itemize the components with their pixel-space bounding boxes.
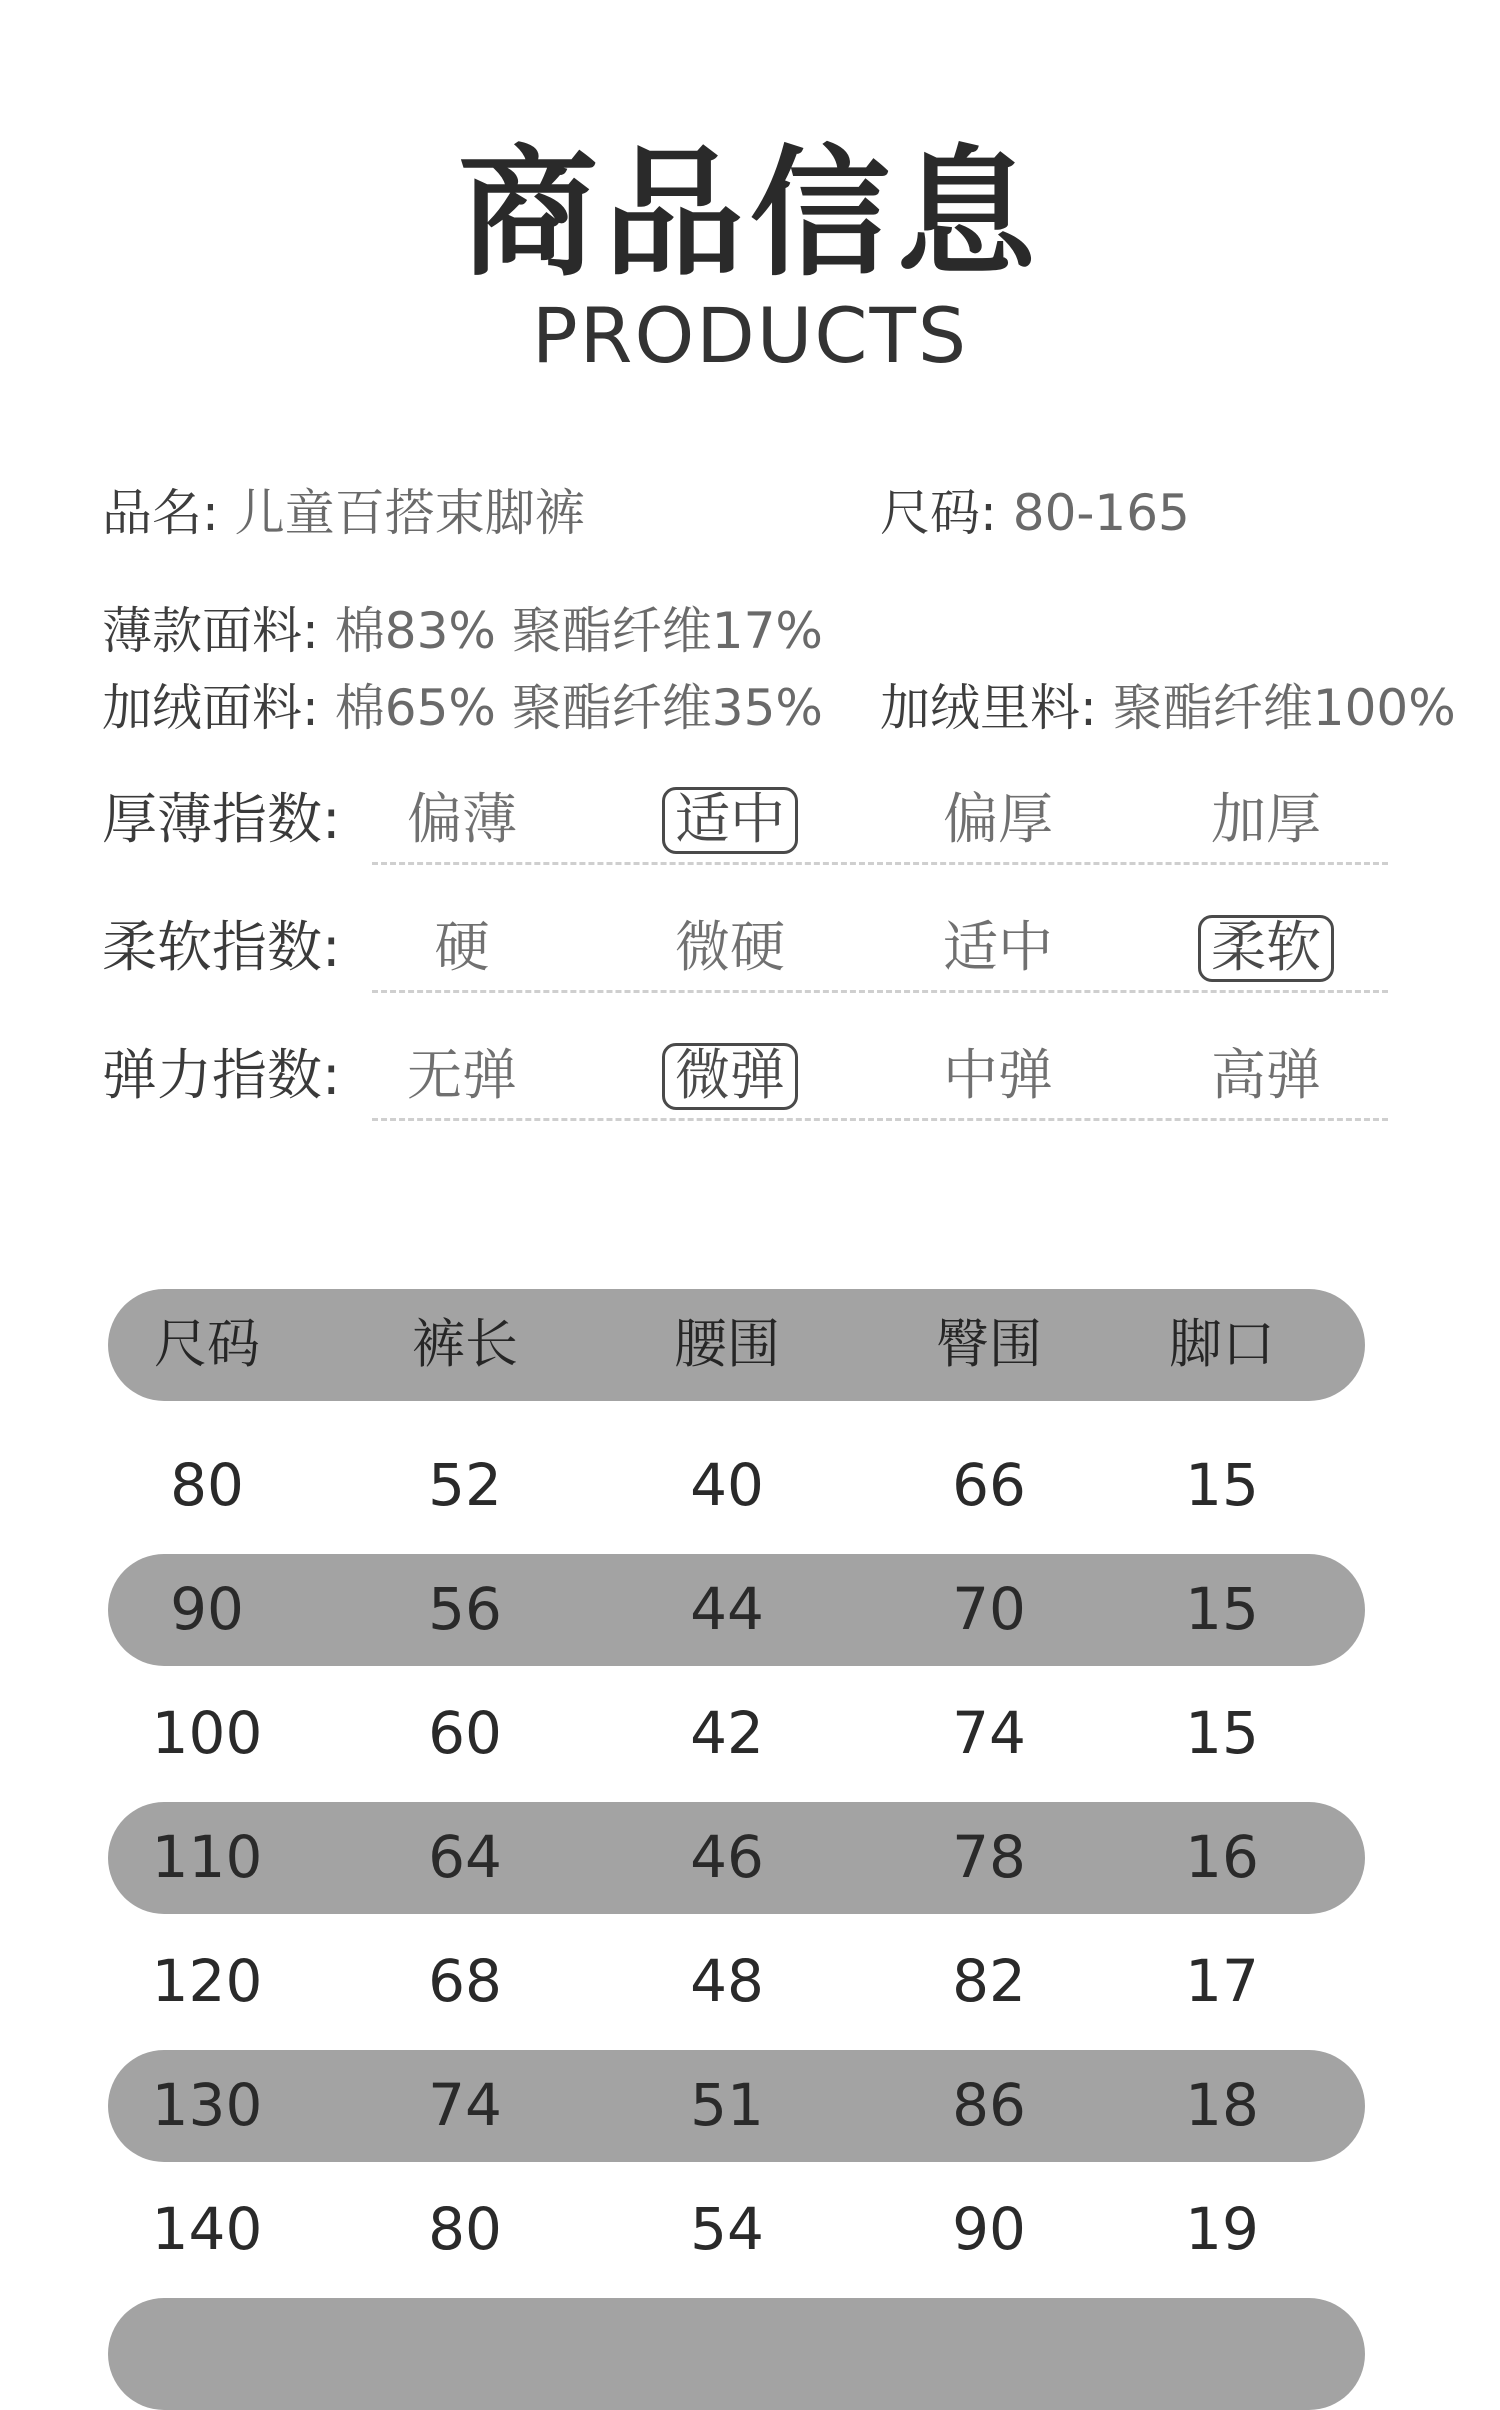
table-cell: 16 bbox=[1185, 1823, 1259, 1891]
table-cell: 140 bbox=[151, 2195, 263, 2263]
size-range-label: 尺码: bbox=[880, 484, 997, 542]
table-cell: 15 bbox=[1185, 1699, 1259, 1767]
index-label: 柔软指数: bbox=[102, 915, 341, 979]
index-label: 弹力指数: bbox=[102, 1043, 341, 1107]
fleece-lining-value: 聚酯纤维100% bbox=[1112, 679, 1456, 737]
size-range-value: 80-165 bbox=[1012, 484, 1190, 542]
index-option: 偏厚 bbox=[942, 787, 1053, 851]
table-cell: 64 bbox=[428, 1823, 502, 1891]
page-title: 商品信息 bbox=[457, 133, 1042, 296]
product-name-row bbox=[102, 484, 585, 542]
table-cell: 120 bbox=[151, 1947, 263, 2015]
product-name-value: 儿童百搭束脚裤 bbox=[234, 484, 585, 542]
table-cell: 54 bbox=[690, 2195, 764, 2263]
page-subtitle: PRODUCTS bbox=[531, 291, 969, 380]
index-option: 偏薄 bbox=[406, 787, 517, 851]
index-option: 加厚 bbox=[1210, 787, 1321, 851]
table-cell: 90 bbox=[952, 2195, 1026, 2263]
table-header-cell: 尺码 bbox=[154, 1314, 260, 1375]
table-cell: 48 bbox=[690, 1947, 764, 2015]
dashed-divider bbox=[372, 990, 1388, 993]
index-option: 中弹 bbox=[942, 1043, 1053, 1107]
table-cell: 80 bbox=[170, 1451, 244, 1519]
table-cell: 90 bbox=[170, 1575, 244, 1643]
table-cell: 15 bbox=[1185, 1451, 1259, 1519]
fleece-fabric-value: 棉65% 聚酯纤维35% bbox=[334, 679, 823, 737]
table-cell: 70 bbox=[952, 1575, 1026, 1643]
index-option: 适中 bbox=[942, 915, 1053, 979]
table-header-cell: 裤长 bbox=[412, 1314, 518, 1375]
table-cell: 110 bbox=[151, 1823, 263, 1891]
fleece-lining-row bbox=[880, 679, 1456, 737]
table-cell: 82 bbox=[952, 1947, 1026, 2015]
fleece-fabric-label: 加绒面料: bbox=[102, 679, 319, 737]
index-option: 高弹 bbox=[1210, 1043, 1321, 1107]
index-option-selected: 适中 bbox=[655, 787, 805, 854]
fleece-lining-label: 加绒里料: bbox=[880, 679, 1097, 737]
fleece-fabric-row bbox=[102, 679, 823, 737]
table-cell: 80 bbox=[428, 2195, 502, 2263]
product-name-label: 品名: bbox=[102, 484, 219, 542]
table-cell: 74 bbox=[428, 2071, 502, 2139]
table-cell: 19 bbox=[1185, 2195, 1259, 2263]
table-cell: 51 bbox=[690, 2071, 764, 2139]
dashed-divider bbox=[372, 862, 1388, 865]
index-option: 微硬 bbox=[674, 915, 785, 979]
dashed-divider bbox=[372, 1118, 1388, 1121]
thin-fabric-label: 薄款面料: bbox=[102, 602, 319, 660]
table-cell: 42 bbox=[690, 1699, 764, 1767]
table-cell: 100 bbox=[151, 1699, 263, 1767]
table-header-cell: 臀围 bbox=[936, 1314, 1042, 1375]
table-cell: 17 bbox=[1185, 1947, 1259, 2015]
thin-fabric-value: 棉83% 聚酯纤维17% bbox=[334, 602, 823, 660]
size-range-row bbox=[880, 484, 1190, 542]
table-cell: 44 bbox=[690, 1575, 764, 1643]
table-cell: 15 bbox=[1185, 1575, 1259, 1643]
table-cell: 46 bbox=[690, 1823, 764, 1891]
index-label: 厚薄指数: bbox=[102, 787, 341, 851]
index-option-selected: 柔软 bbox=[1191, 915, 1341, 982]
index-option: 无弹 bbox=[406, 1043, 517, 1107]
table-cell: 40 bbox=[690, 1451, 764, 1519]
table-cell: 66 bbox=[952, 1451, 1026, 1519]
table-cell: 60 bbox=[428, 1699, 502, 1767]
table-cell: 86 bbox=[952, 2071, 1026, 2139]
table-header-cell: 脚口 bbox=[1169, 1314, 1275, 1375]
table-cell: 56 bbox=[428, 1575, 502, 1643]
table-header-cell: 腰围 bbox=[674, 1314, 780, 1375]
table-cell: 130 bbox=[151, 2071, 263, 2139]
table-cell: 78 bbox=[952, 1823, 1026, 1891]
table-row-background bbox=[108, 2298, 1365, 2410]
table-cell: 52 bbox=[428, 1451, 502, 1519]
table-cell: 74 bbox=[952, 1699, 1026, 1767]
table-cell: 68 bbox=[428, 1947, 502, 2015]
index-option-selected: 微弹 bbox=[655, 1043, 805, 1110]
table-cell: 18 bbox=[1185, 2071, 1259, 2139]
index-option: 硬 bbox=[434, 915, 490, 979]
thin-fabric-row bbox=[102, 602, 823, 660]
